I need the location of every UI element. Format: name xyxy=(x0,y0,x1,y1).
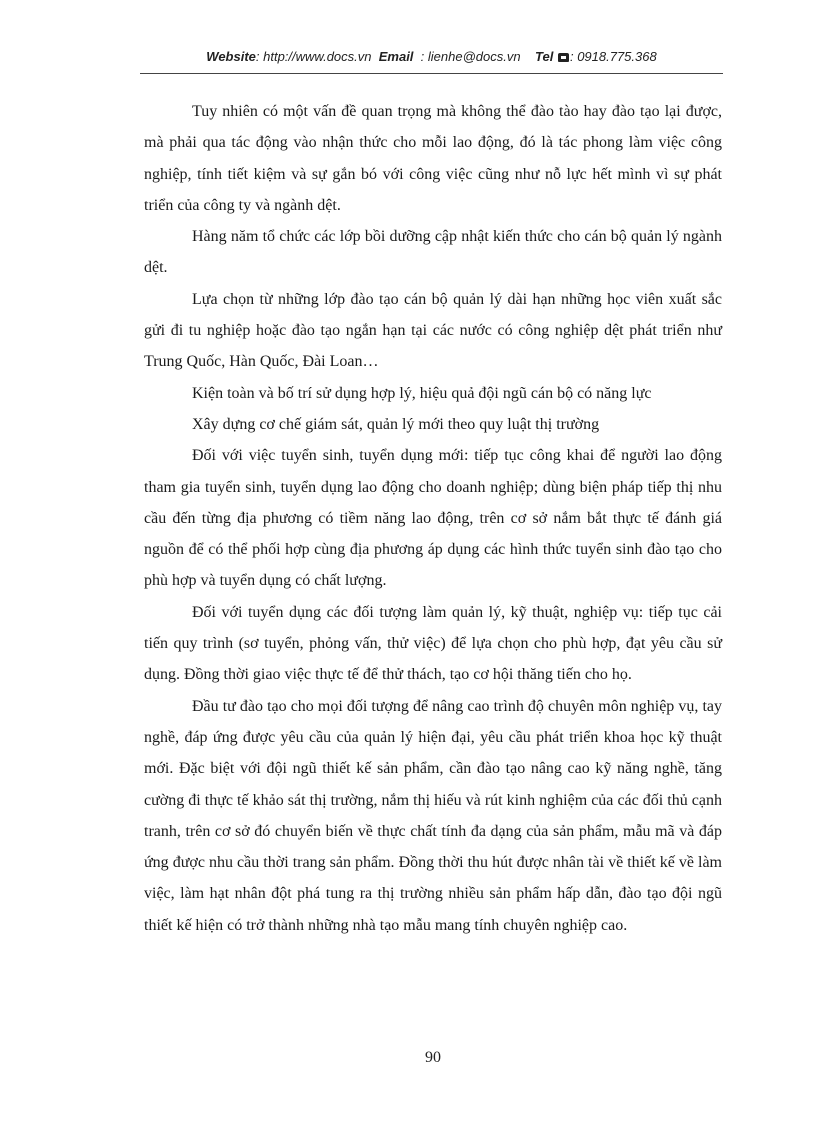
website-url[interactable]: : http://www.docs.vn xyxy=(255,49,372,64)
paragraph: Đối với tuyển dụng các đối tượng làm quản lý, kỹ thuật, nghiệp vụ: tiếp tục cải tiến quy trình (sơ tuyển, phỏng vấn, thử việc) để lựa chọn cho phù hợp, đạt yêu cầu sử dụng. Đồng thời giao việc thực tế để thử thách, tạo cơ hội thăng tiến cho họ. xyxy=(144,603,722,684)
document-body xyxy=(144,96,722,941)
website-label: Website xyxy=(206,49,256,64)
email-address[interactable]: : lienhe@docs.vn xyxy=(420,49,521,64)
paragraph: Tuy nhiên có một vấn đề quan trọng mà không thể đào tào hay đào tạo lại được, mà phải qua tác động vào nhận thức cho mỗi lao động, đó là tác phong làm việc công nghiệp, tính tiết kiệm và sự gắn bó với công việc cũng như nỗ lực hết mình vì sự phát triển của công ty và ngành dệt. xyxy=(144,103,722,214)
page-footer xyxy=(0,1049,816,1067)
email-label: Email xyxy=(378,49,414,64)
paragraph: Kiện toàn và bố trí sử dụng hợp lý, hiệu quả đội ngũ cán bộ có năng lực xyxy=(192,384,652,402)
paragraph: Xây dựng cơ chế giám sát, quản lý mới theo quy luật thị trường xyxy=(192,415,600,433)
tel-number: : 0918.775.368 xyxy=(569,49,657,64)
paragraph: Đối với việc tuyển sinh, tuyển dụng mới: tiếp tục công khai để người lao động tham gia tuyển sinh, tuyển dụng lao động cho doanh nghiệp; dùng biện pháp tiếp thị nhu cầu đến từng địa phương có tiềm năng lao động, trên cơ sở nắm bắt thực tế đánh giá nguồn để có thể phối hợp cùng địa phương áp dụng các hình thức tuyển sinh đào tạo cho phù hợp và tuyển dụng có chất lượng. xyxy=(144,447,722,590)
page-header xyxy=(140,47,723,74)
page-number: 90 xyxy=(425,1049,441,1066)
paragraph: Hàng năm tổ chức các lớp bồi dưỡng cập nhật kiến thức cho cán bộ quản lý ngành dệt. xyxy=(144,228,722,277)
tel-label: Tel xyxy=(535,49,554,64)
phone-icon xyxy=(558,53,569,62)
paragraph: Đầu tư đào tạo cho mọi đối tượng để nâng cao trình độ chuyên môn nghiệp vụ, tay nghề, đáp ứng được yêu cầu của quản lý hiện đại, yêu cầu phát triển khoa học kỹ thuật mới. Đặc biệt với đội ngũ thiết kế sản phẩm, cần đào tạo nâng cao kỹ năng nghề, tăng cường đi thực tế khảo sát thị trường, nắm thị hiếu và rút kinh nghiệm của các đối thủ cạnh tranh, trên cơ sở đó chuyển biến về thực chất tính đa dạng của sản phẩm, mẫu mã và đáp ứng được nhu cầu thời trang sản phẩm. Đồng thời thu hút được nhân tài về thiết kế về làm việc, làm hạt nhân đột phá tung ra thị trường nhiều sản phẩm hấp dẫn, đào tạo đội ngũ thiết kế hiện có trở thành những nhà tạo mẫu mang tính chuyên nghiệp cao. xyxy=(144,697,722,934)
paragraph: Lựa chọn từ những lớp đào tạo cán bộ quản lý dài hạn những học viên xuất sắc gửi đi tu nghiệp hoặc đào tạo ngắn hạn tại các nước có công nghiệp dệt phát triển như Trung Quốc, Hàn Quốc, Đài Loan… xyxy=(144,290,722,371)
